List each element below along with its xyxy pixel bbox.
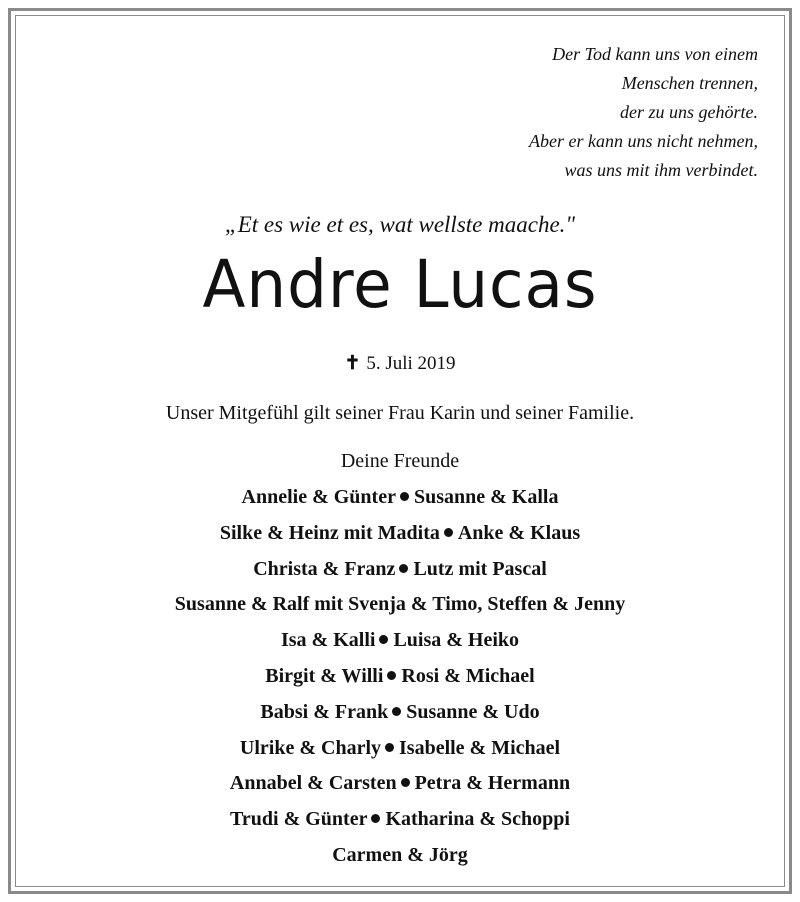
friend-name: Katharina & Schoppi bbox=[385, 808, 570, 831]
friend-name: Luisa & Heiko bbox=[393, 629, 520, 652]
quote-line: Der Tod kann uns von einem bbox=[552, 44, 758, 64]
quote-line: was uns mit ihm verbindet. bbox=[564, 160, 758, 180]
bullet-icon bbox=[399, 564, 408, 573]
bullet-icon bbox=[444, 528, 453, 537]
friends-line bbox=[0, 766, 800, 802]
friends-line bbox=[0, 802, 800, 838]
friend-name: Christa & Franz bbox=[253, 557, 396, 580]
friend-name: Ulrike & Charly bbox=[239, 736, 381, 759]
dialect-saying: „Et es wie et es, wat wellste maache." bbox=[224, 212, 576, 237]
bullet-icon bbox=[392, 707, 401, 716]
friend-name: Susanne & Ralf mit Svenja & Timo, Steffen & Jenny bbox=[174, 593, 626, 616]
memorial-quote bbox=[529, 40, 758, 185]
bullet-icon bbox=[387, 671, 396, 680]
friend-name: Rosi & Michael bbox=[401, 664, 535, 687]
friends-heading: Deine Freunde bbox=[340, 450, 460, 472]
friends-list bbox=[0, 480, 800, 874]
death-date: 5. Juli 2019 bbox=[366, 353, 456, 374]
friends-line bbox=[0, 480, 800, 516]
quote-line: der zu uns gehörte. bbox=[620, 102, 758, 122]
sympathy-text: Unser Mitgefühl gilt seiner Frau Karin und seiner Familie. bbox=[165, 402, 635, 424]
bullet-icon bbox=[400, 492, 409, 501]
bullet-icon bbox=[401, 778, 410, 787]
friend-name: Isabelle & Michael bbox=[399, 736, 561, 759]
bullet-icon bbox=[379, 635, 388, 644]
friends-line bbox=[0, 659, 800, 695]
friends-line bbox=[0, 623, 800, 659]
friend-name: Trudi & Günter bbox=[230, 808, 368, 831]
friend-name: Susanne & Kalla bbox=[413, 486, 559, 508]
friends-line bbox=[0, 838, 800, 874]
friends-line bbox=[0, 695, 800, 731]
friends-line bbox=[0, 552, 800, 588]
friend-name: Carmen & Jörg bbox=[332, 843, 468, 866]
deceased-name: Andre Lucas bbox=[202, 246, 598, 323]
quote-line: Aber er kann uns nicht nehmen, bbox=[529, 131, 758, 151]
bullet-icon bbox=[371, 814, 380, 823]
friends-line bbox=[0, 516, 800, 552]
friend-name: Babsi & Frank bbox=[260, 700, 389, 723]
friend-name: Isa & Kalli bbox=[280, 629, 376, 652]
friend-name: Petra & Hermann bbox=[414, 772, 571, 795]
friend-name: Silke & Heinz mit Madita bbox=[219, 521, 440, 544]
friend-name: Annelie & Günter bbox=[241, 486, 396, 508]
friends-line bbox=[0, 587, 800, 623]
friend-name: Birgit & Willi bbox=[265, 664, 384, 687]
friend-name: Anke & Klaus bbox=[457, 521, 581, 544]
quote-line: Menschen trennen, bbox=[621, 73, 758, 93]
cross-icon: ✝ bbox=[344, 353, 361, 374]
death-date-line bbox=[0, 352, 800, 375]
friend-name: Annabel & Carsten bbox=[229, 772, 397, 795]
bullet-icon bbox=[385, 743, 394, 752]
friend-name: Lutz mit Pascal bbox=[413, 557, 547, 580]
friend-name: Susanne & Udo bbox=[406, 700, 540, 723]
friends-line bbox=[0, 731, 800, 767]
